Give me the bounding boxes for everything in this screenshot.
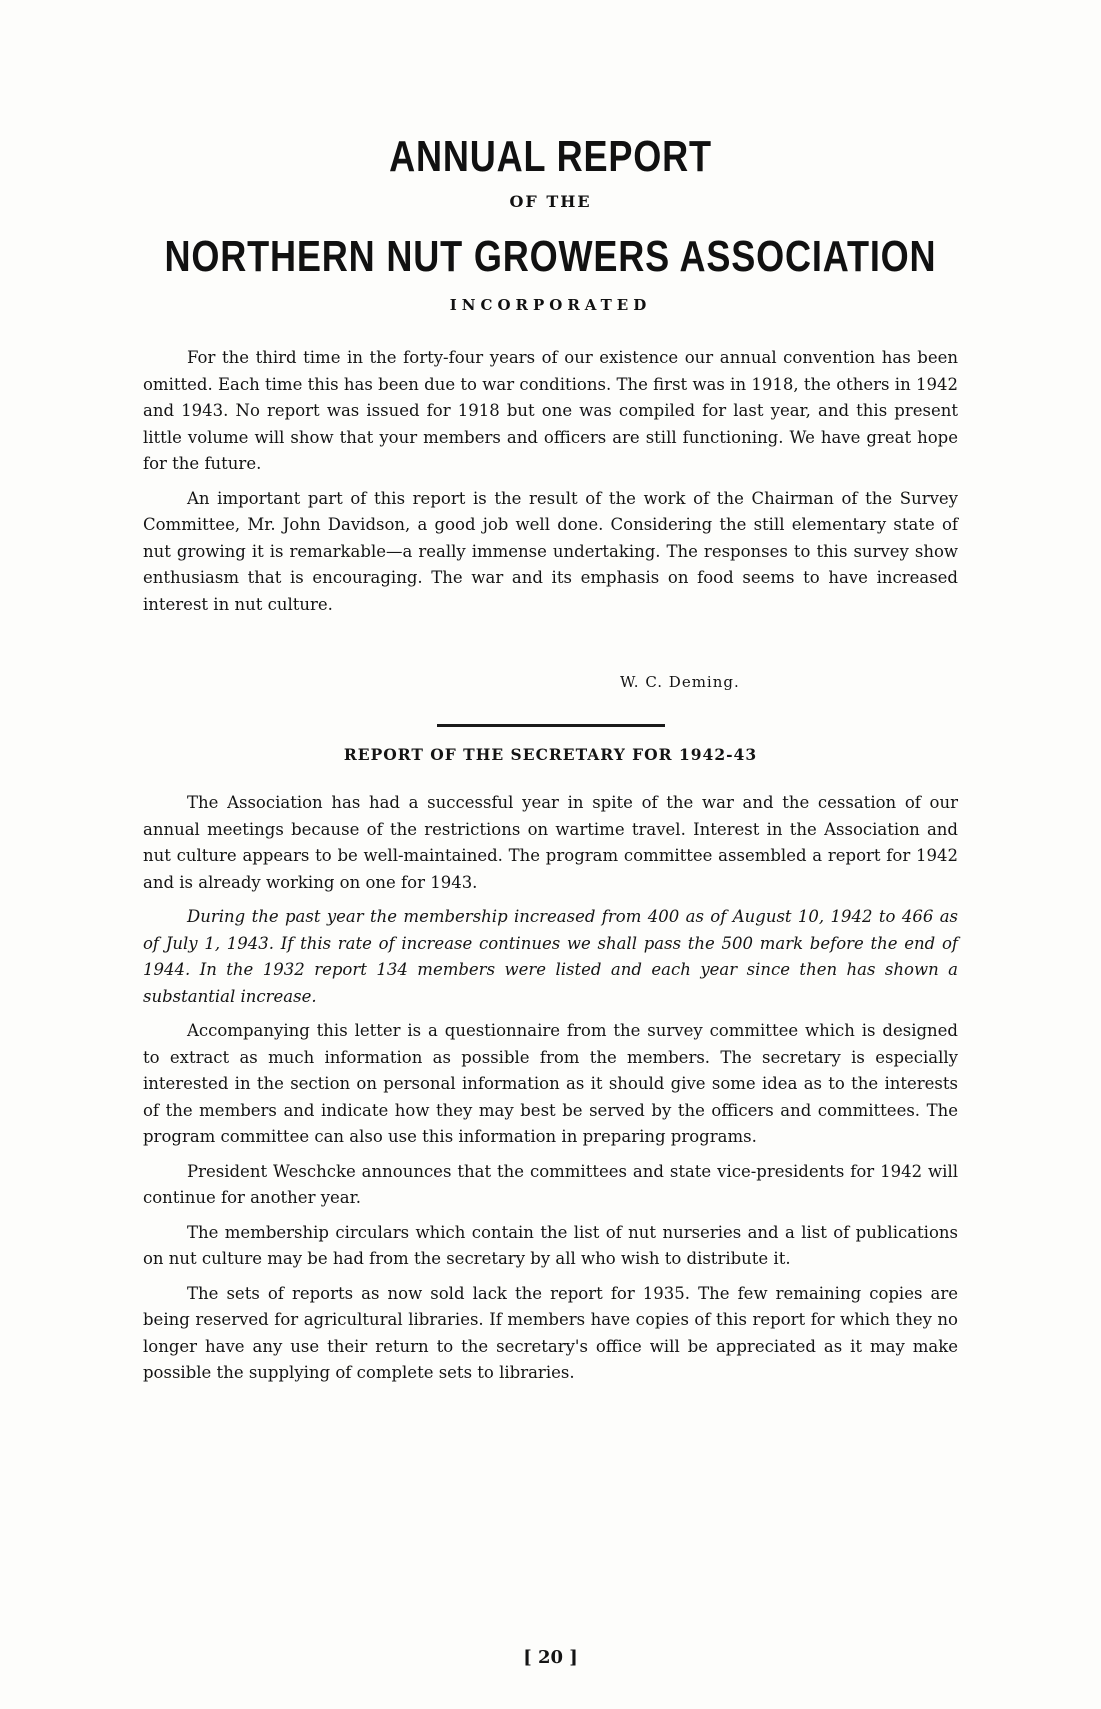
intro-paragraph: An important part of this report is the result of the work of the Chairman of the Survey Committee, Mr. John Davidson, a good job well done. Considering the still elementary state of nut growing it is remarkable—a really immense undertaking. The responses to this survey show enthusiasm that is encouraging. The war and its emphasis on food seems to have increased interest in nut culture. xyxy=(143,488,958,614)
title-connector: OF THE xyxy=(509,192,592,211)
signature: W. C. Deming. xyxy=(620,673,740,691)
secretary-report-section xyxy=(143,790,958,1387)
intro-section xyxy=(143,345,958,618)
report-title: ANNUAL REPORT xyxy=(389,132,712,181)
secretary-report-heading: REPORT OF THE SECRETARY FOR 1942-43 xyxy=(343,745,758,764)
intro-paragraph: For the third time in the forty-four years of our existence our annual convention has been omitted. Each time this has been due to war conditions. The first was in 1918, the others in 1942 and 1943. No report was issued for 1918 but one was compiled for last year, and this present little volume will show that your members and officers are still functioning. We have great hope for the future. xyxy=(143,348,958,473)
report-paragraph: The sets of reports as now sold lack the report for 1935. The few remaining copies are being reserved for agricultural libraries. If members have copies of this report for which they no longer have any use their return to the secretary's office will be appreciated as it may make possible the supplying of complete sets to libraries. xyxy=(143,1283,958,1382)
incorporated-label: INCORPORATED xyxy=(449,296,652,314)
report-paragraph: The membership circulars which contain the list of nut nurseries and a list of publications on nut culture may be had from the secretary by all who wish to distribute it. xyxy=(143,1222,958,1268)
association-name: NORTHERN NUT GROWERS ASSOCIATION xyxy=(164,232,937,281)
report-paragraph: Accompanying this letter is a questionnaire from the survey committee which is designed to extract as much information as possible from the members. The secretary is especially interested in the section on personal information as it should give some idea as to the interests of the members and indicate how they may best be served by the officers and committees. The program committee can also use this information in preparing programs. xyxy=(143,1021,958,1146)
report-paragraph: During the past year the membership increased from 400 as of August 10, 1942 to 466 as of July 1, 1943. If this rate of increase continues we shall pass the 500 mark before the end of 1944. In the 1932 report 134 members were listed and each year since then has shown a substantial increase. xyxy=(143,907,958,1006)
page-number: [ 20 ] xyxy=(523,1647,578,1668)
report-paragraph: The Association has had a successful year in spite of the war and the cessation of our annual meetings because of the restrictions on wartime travel. Interest in the Association and nut culture appears to be well-maintained. The program committee assembled a report for 1942 and is already working on one for 1943. xyxy=(143,793,958,892)
report-paragraph: President Weschcke announces that the committees and state vice-presidents for 1942 will continue for another year. xyxy=(143,1161,958,1207)
section-divider xyxy=(437,724,665,727)
